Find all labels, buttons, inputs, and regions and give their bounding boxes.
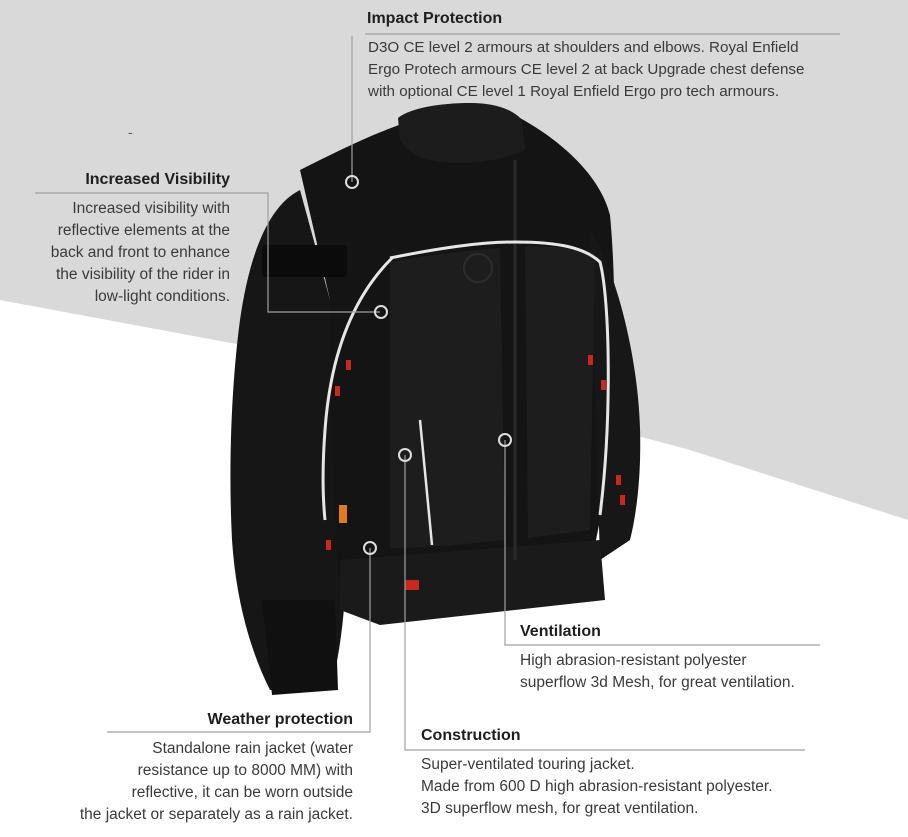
impact-line: D3O CE level 2 armours at shoulders and elbows. Royal Enfield bbox=[368, 39, 799, 56]
ventilation-line: High abrasion-resistant polyester bbox=[520, 652, 747, 669]
impact-line: with optional CE level 1 Royal Enfield Ergo pro tech armours. bbox=[368, 83, 780, 100]
weather-line: resistance up to 8000 MM) with bbox=[137, 762, 353, 779]
weather-line: reflective, it can be worn outside bbox=[131, 784, 353, 801]
ventilation-line: superflow 3d Mesh, for great ventilation. bbox=[520, 674, 795, 691]
visibility-line: the visibility of the rider in bbox=[55, 266, 230, 283]
construction-line: 3D superflow mesh, for great ventilation. bbox=[421, 800, 699, 817]
construction-description bbox=[421, 754, 773, 820]
stray-mark: - bbox=[128, 124, 133, 140]
visibility-description bbox=[20, 198, 230, 308]
visibility-line: Increased visibility with bbox=[72, 200, 230, 217]
weather-description bbox=[40, 738, 353, 826]
construction-line: Super-ventilated touring jacket. bbox=[421, 756, 635, 773]
impact-title: Impact Protection bbox=[367, 10, 503, 27]
ventilation-description bbox=[520, 650, 795, 694]
weather-line: the jacket or separately as a rain jacket. bbox=[79, 806, 353, 823]
construction-line: Made from 600 D high abrasion-resistant polyester. bbox=[421, 778, 773, 795]
impact-description bbox=[368, 37, 804, 103]
visibility-line: low-light conditions. bbox=[94, 288, 230, 305]
visibility-line: back and front to enhance bbox=[50, 244, 230, 261]
weather-line: Standalone rain jacket (water bbox=[152, 740, 353, 757]
visibility-title: Increased Visibility bbox=[85, 171, 230, 188]
impact-line: Ergo Protech armours CE level 2 at back Upgrade chest defense bbox=[368, 61, 805, 78]
ventilation-title: Ventilation bbox=[520, 623, 601, 640]
visibility-line: reflective elements at the bbox=[57, 222, 230, 239]
construction-title: Construction bbox=[421, 727, 521, 744]
weather-title: Weather protection bbox=[207, 711, 353, 728]
